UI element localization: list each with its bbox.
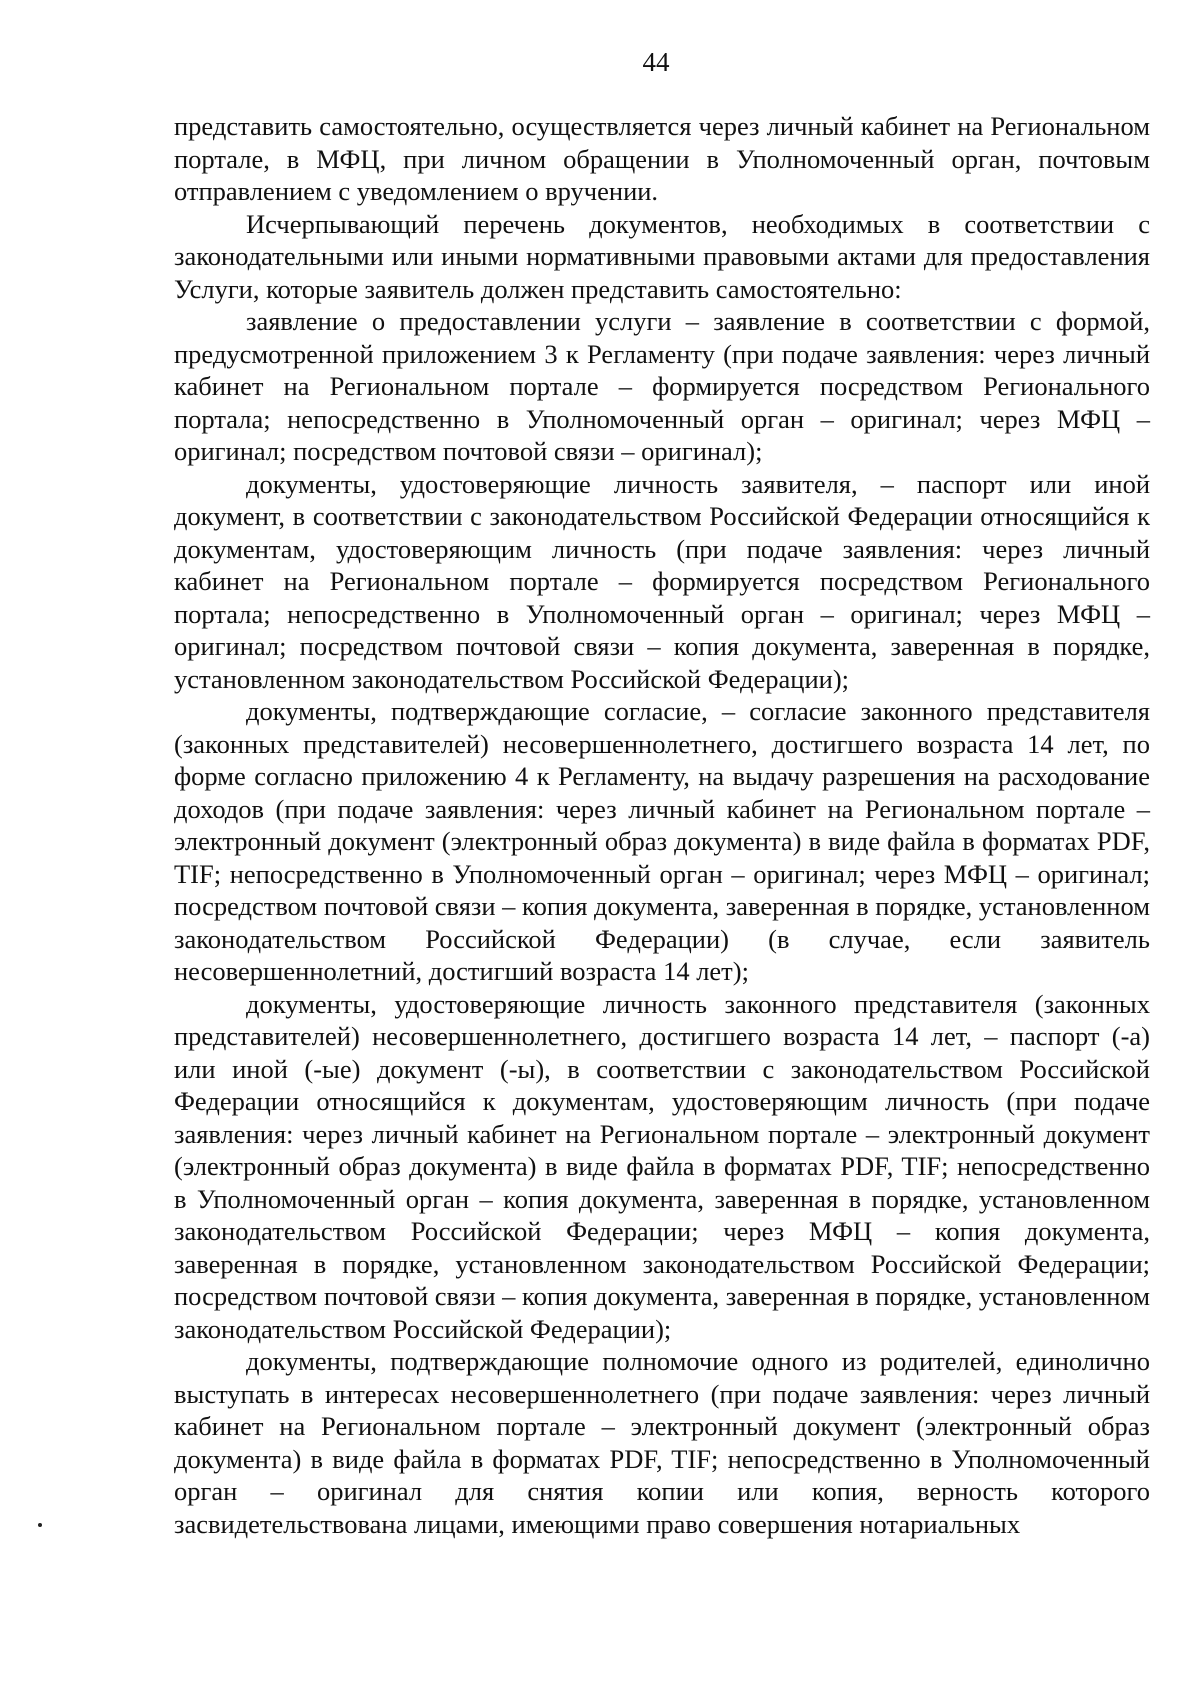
paragraph-continuation: представить самостоятельно, осуществляется через личный кабинет на Региональном портале, в МФЦ, при личном обращении в Уполномоченный орган, почтовым отправлением с уведомлением о вручении. bbox=[174, 111, 1150, 206]
paragraph-parent-authority: документы, подтверждающие полномочие одного из родителей, единолично выступать в интересах несовершеннолетнего (при подаче заявления: через личный кабинет на Региональном портале – электронный документ (электронный образ документа) в виде файла в форматах PDF, TIF; непосредственно в Уполномоченный орган – оригинал для снятия копии или копия, верность которого засвидетельствована лицами, имеющими право совершения нотариальных bbox=[174, 1346, 1150, 1539]
document-body bbox=[174, 110, 1150, 1540]
paragraph-representative-identity: документы, удостоверяющие личность законного представителя (законных представителей) несовершеннолетнего, достигшего возраста 14 лет, – паспорт (-а) или иной (-ые) документ (-ы), в соответствии с законодательством Российской Федерации относящийся к документам, удостоверяющим личность (при подаче заявления: через личный кабинет на Региональном портале – электронный документ (электронный образ документа) в виде файла в форматах PDF, TIF; непосредственно в Уполномоченный орган – копия документа, заверенная в порядке, установленном законодательством Российской Федерации; через МФЦ – копия документа, заверенная в порядке, установленном законодательством Российской Федерации; посредством почтовой связи – копия документа, заверенная в порядке, установленном законодательством Российской Федерации); bbox=[174, 988, 1150, 1344]
paragraph-consent: документы, подтверждающие согласие, – согласие законного представителя (законных представителей) несовершеннолетнего, достигшего возраста 14 лет, по форме согласно приложению 4 к Регламенту, на выдачу разрешения на расходование доходов (при подаче заявления: через личный кабинет на Региональном портале – электронный документ (электронный образ документа) в виде файла в форматах PDF, TIF; непосредственно в Уполномоченный орган – оригинал; через МФЦ – оригинал; посредством почтовой связи – копия документа, заверенная в порядке, установленном законодательством Российской Федерации) (в случае, если заявитель несовершеннолетний, достигший возраста 14 лет); bbox=[174, 696, 1150, 986]
scan-speck bbox=[38, 1523, 42, 1527]
paragraph-application: заявление о предоставлении услуги – заявление в соответствии с формой, предусмотренной приложением 3 к Регламенту (при подаче заявления: через личный кабинет на Региональном портале – формируется посредством Регионального портала; непосредственно в Уполномоченный орган – оригинал; через МФЦ – оригинал; посредством почтовой связи – оригинал); bbox=[174, 306, 1150, 466]
paragraph-documents-list-intro: Исчерпывающий перечень документов, необходимых в соответствии с законодательными или иными нормативными правовыми актами для предоставления Услуги, которые заявитель должен представить самостоятельно: bbox=[174, 208, 1150, 304]
paragraph-applicant-identity: документы, удостоверяющие личность заявителя, – паспорт или иной документ, в соответствии с законодательством Российской Федерации относящийся к документам, удостоверяющим личность (при подаче заявления: через личный кабинет на Региональном портале – формируется посредством Регионального портала; непосредственно в Уполномоченный орган – оригинал; через МФЦ – оригинал; посредством почтовой связи – копия документа, заверенная в порядке, установленном законодательством Российской Федерации); bbox=[174, 468, 1150, 694]
page-number: 44 bbox=[642, 47, 670, 77]
